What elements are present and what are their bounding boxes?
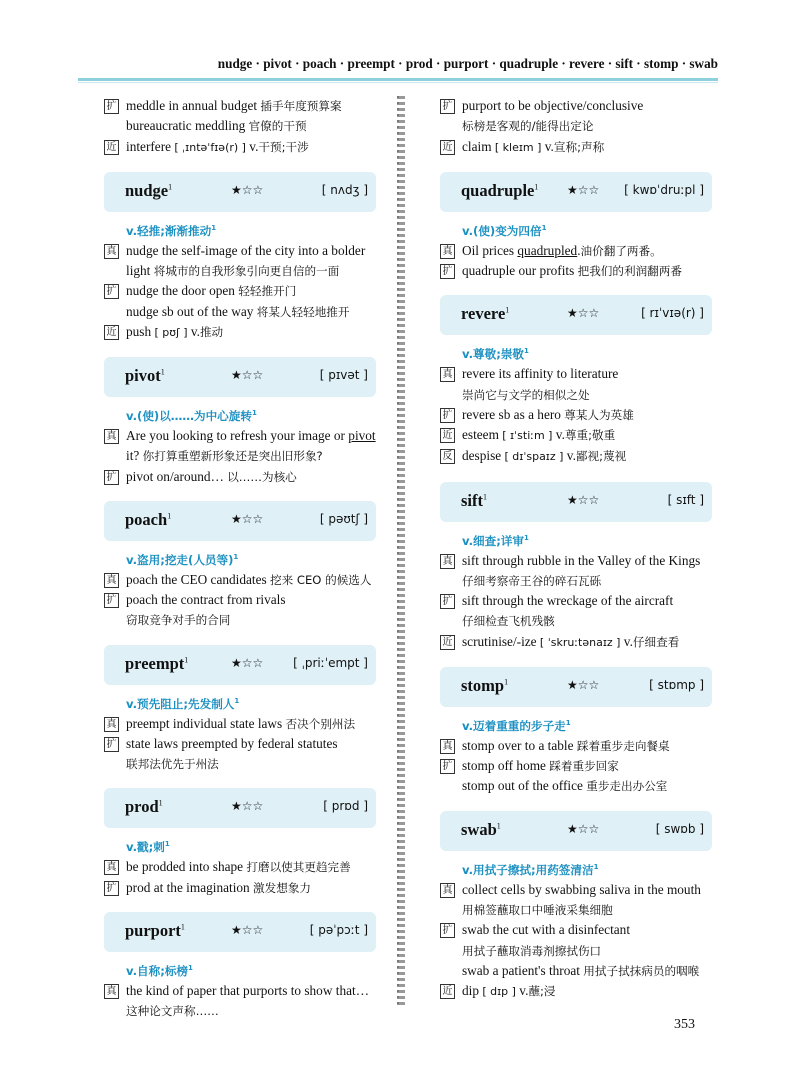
headword-box: [104, 501, 376, 541]
english-text: claim: [462, 138, 495, 154]
right-column: [440, 96, 712, 1002]
pronunciation: [ pəʊtʃ ]: [319, 511, 368, 526]
chinese-text: 联邦法优先于州法: [126, 757, 219, 772]
entry-line: [440, 880, 712, 900]
headword-text: nudge: [125, 180, 169, 200]
definition: [104, 958, 376, 981]
headword-box: [440, 811, 712, 851]
english-text: dip: [462, 983, 483, 999]
chinese-text: 仔细考察帝王谷的碎石瓦砾: [462, 573, 602, 588]
definition-text: v.盗用;挖走(人员等): [126, 552, 234, 567]
star-rating: ★☆☆: [231, 511, 264, 526]
entry-line: [104, 426, 376, 446]
entry-line: [104, 261, 376, 281]
chinese-text: 尊某人为英雄: [564, 407, 634, 422]
english-text: sift through rubble in the Valley of the Kings: [462, 552, 701, 568]
definition-sup: 1: [164, 840, 170, 849]
english-text: nudge the self-image of the city into a bolder: [126, 242, 366, 258]
entry-line: [104, 590, 376, 610]
pronunciation: [ kwɒˈdruːpl ]: [624, 182, 704, 197]
column-divider: [397, 96, 405, 1006]
english-text: stomp out of the office: [462, 778, 587, 794]
phonetic: [ dɪp ]: [482, 985, 516, 999]
definition-text: v.迈着重重的步子走: [462, 718, 566, 733]
phonetic: [ ˈskruːtənaɪz ]: [539, 635, 621, 649]
line-tag: 扩: [104, 881, 119, 896]
chinese-text: 你打算重塑新形象还是突出旧形象?: [142, 449, 323, 464]
line-tag: 扩: [104, 284, 119, 299]
entry-line: [440, 385, 712, 405]
line-tag: 近: [440, 984, 455, 999]
headword-box: [440, 667, 712, 707]
chinese-text: 挖来 CEO 的候选人: [270, 572, 372, 587]
line-tag: 扩: [440, 594, 455, 609]
phonetic: [ kleɪm ]: [494, 140, 542, 154]
definition-sup: 1: [188, 963, 193, 972]
entry-line: [440, 446, 712, 467]
line-tag: 扩: [104, 470, 119, 485]
entry-line: [104, 281, 376, 301]
headword: [125, 797, 163, 817]
headword-box: [440, 295, 712, 335]
definition-sup: 1: [524, 533, 529, 542]
left-column: [104, 96, 376, 1021]
entry-line: [104, 302, 376, 322]
chinese-text: 将某人轻轻地推开: [256, 304, 350, 319]
line-tag: 扩: [104, 737, 119, 752]
definition-sup: 1: [251, 409, 257, 418]
definition: [104, 403, 376, 426]
chinese-text: 踩着重步回家: [549, 759, 619, 774]
headword: [125, 921, 185, 941]
star-rating: ★☆☆: [567, 821, 600, 836]
chinese-text: 油价翻了两番。: [580, 243, 662, 258]
definition-text: v.(使)变为四倍: [462, 223, 542, 238]
line-tag: 扩: [440, 264, 455, 279]
line-tag: 近: [440, 428, 455, 443]
entry-line: [440, 776, 712, 796]
english-text: revere its affinity to literature: [462, 366, 619, 382]
headword-text: quadruple: [461, 180, 535, 200]
line-tag: 扩: [440, 923, 455, 938]
entry-line: [104, 570, 376, 590]
underlined-word: pivot: [348, 428, 376, 444]
chinese-text: 以……为核心: [227, 469, 297, 484]
definition-sup: 1: [593, 862, 599, 871]
chinese-text: 将城市的自我形象引向更自信的一面: [153, 264, 340, 279]
english-text: purport to be objective/conclusive: [462, 98, 644, 113]
frequency-mark: 1: [167, 511, 172, 521]
pronunciation: [ sɪft ]: [667, 492, 704, 507]
english-text: despise: [462, 448, 505, 464]
headword-text: stomp: [461, 676, 505, 696]
phonetic: [ ɪˈstiːm ]: [502, 429, 553, 443]
frequency-mark: 1: [483, 492, 487, 502]
headword-box: [104, 912, 376, 952]
entry-line: [104, 981, 376, 1001]
line-tag: 真: [104, 244, 119, 259]
line-tag: 真: [104, 860, 119, 875]
english-text: state laws preempted by federal statutes: [126, 735, 338, 751]
headword-text: poach: [125, 509, 168, 529]
english-text: preempt individual state laws: [126, 715, 286, 731]
chinese-text: 轻轻推开门: [238, 284, 297, 299]
entry-line: [104, 467, 376, 487]
definition: [104, 691, 376, 714]
entry-line: [104, 96, 376, 116]
line-tag: 扩: [440, 759, 455, 774]
entry-line: [104, 137, 376, 158]
star-rating: ★☆☆: [231, 368, 264, 383]
english-text: scrutinise/-ize: [462, 633, 540, 649]
entry-line: [104, 734, 376, 754]
chinese-text: 宣称;声称: [553, 139, 605, 154]
chinese-text: 打磨以使其更趋完善: [246, 860, 351, 875]
definition-sup: 1: [233, 552, 239, 561]
english-text: swab the cut with a disinfectant: [462, 922, 631, 938]
star-rating: ★☆☆: [231, 655, 264, 670]
english-text: pivot on/around…: [126, 468, 228, 484]
english-text: meddle in annual budget: [126, 98, 261, 113]
headword-box: [104, 788, 376, 828]
english-text: stomp off home: [462, 758, 550, 774]
definition-sup: 1: [524, 347, 529, 356]
english-text: v.: [620, 633, 633, 649]
pronunciation: [ pəˈpɔːt ]: [309, 922, 368, 937]
chinese-text: 用拭子蘸取消毒剂擦拭伤口: [462, 943, 602, 958]
definition-text: v.戳;刺: [126, 840, 165, 855]
entry-line: [440, 900, 712, 920]
headword-text: purport: [125, 920, 181, 940]
entry-line: [440, 116, 712, 136]
chinese-text: 否决个别州法: [285, 716, 356, 731]
headword-box: [440, 172, 712, 212]
headword-text: swab: [461, 819, 497, 839]
line-tag: 扩: [104, 99, 119, 114]
chinese-text: 标榜是客观的/能得出定论: [462, 119, 594, 134]
phonetic: [ ˌɪntəˈfɪə(r) ]: [174, 140, 246, 154]
line-tag: 近: [440, 635, 455, 650]
english-text: push: [126, 323, 155, 339]
entry-line: [104, 878, 376, 898]
definition: [104, 547, 376, 570]
headword-box: [104, 357, 376, 397]
headword: [125, 181, 172, 201]
headword-box: [440, 482, 712, 522]
headword-box: [104, 645, 376, 685]
line-tag: 真: [440, 554, 455, 569]
chinese-text: 用棉签蘸取口中唾液采集细胞: [462, 902, 613, 917]
entry-line: [440, 941, 712, 961]
definition-text: v.细查;详审: [462, 533, 525, 548]
chinese-text: 仔细检查飞机残骸: [462, 614, 555, 629]
entry-line: [440, 364, 712, 384]
line-tag: 真: [104, 429, 119, 444]
line-tag: 近: [440, 140, 455, 155]
english-text: collect cells by swabbing saliva in the mouth: [462, 881, 701, 897]
entry-line: [440, 405, 712, 425]
entry-line: [440, 981, 712, 1002]
english-text: prod at the imagination: [126, 879, 254, 895]
phonetic: [ pʊʃ ]: [154, 325, 188, 339]
english-text: .: [577, 242, 581, 258]
entry-line: [104, 754, 376, 774]
definition: [440, 713, 712, 736]
pronunciation: [ prɒd ]: [323, 799, 368, 814]
english-text: v.: [187, 323, 200, 339]
line-tag: 真: [440, 883, 455, 898]
english-text: the kind of paper that purports to show that…: [126, 982, 369, 998]
entry-line: [440, 96, 712, 116]
line-tag: 真: [440, 367, 455, 382]
english-text: Oil prices: [462, 242, 518, 258]
chinese-text: 插手年度预算案: [260, 99, 342, 113]
line-tag: 真: [104, 573, 119, 588]
headword: [461, 181, 538, 201]
line-tag: 真: [104, 717, 119, 732]
chinese-text: 窃取竞争对手的合同: [126, 613, 231, 628]
headword-text: sift: [461, 490, 483, 510]
chinese-text: 尊重;敬重: [564, 428, 616, 443]
english-text: esteem: [462, 427, 503, 443]
english-text: poach the contract from rivals: [126, 592, 286, 608]
english-text: stomp over to a table: [462, 737, 577, 753]
running-header: nudge · pivot · poach · preempt · prod · purport · quadruple · revere · sift · stomp · swab: [217, 56, 718, 71]
english-text: poach the CEO candidates: [126, 571, 270, 587]
chinese-text: 官僚的干预: [248, 119, 307, 134]
definition: [440, 528, 712, 551]
entry-line: [440, 591, 712, 611]
english-text: v.: [563, 448, 576, 464]
definition: [440, 341, 712, 364]
line-tag: 扩: [104, 593, 119, 608]
chinese-text: 崇尚它与文学的相似之处: [462, 387, 590, 402]
chinese-text: 推动: [199, 324, 224, 339]
definition-sup: 1: [234, 696, 240, 705]
star-rating: ★☆☆: [231, 182, 264, 197]
english-text: nudge sb out of the way: [126, 303, 257, 319]
chinese-text: 重步走出办公室: [586, 779, 668, 794]
definition-text: v.轻推;渐渐推动: [126, 223, 212, 238]
frequency-mark: 1: [158, 798, 163, 808]
entry-line: [440, 571, 712, 591]
header-rule-thin: [78, 82, 718, 83]
english-text: it?: [126, 448, 143, 464]
star-rating: ★☆☆: [567, 678, 600, 693]
entry-line: [440, 920, 712, 940]
definition-text: v.用拭子擦拭;用药签清洁: [462, 862, 594, 877]
entry-line: [104, 241, 376, 261]
line-tag: 扩: [440, 408, 455, 423]
english-text: swab a patient's throat: [462, 962, 584, 978]
headword: [461, 304, 509, 324]
frequency-mark: 1: [160, 367, 165, 377]
entry-line: [104, 714, 376, 734]
entry-line: [104, 610, 376, 630]
chinese-text: 用拭子拭抹病员的咽喉: [583, 963, 700, 978]
definition-text: v.自称;标榜: [126, 963, 189, 978]
definition-sup: 1: [541, 223, 547, 232]
header-rule: [78, 78, 718, 81]
frequency-mark: 1: [505, 305, 510, 315]
entry-line: [104, 446, 376, 466]
entry-line: [440, 961, 712, 981]
line-tag: 扩: [440, 99, 455, 114]
headword: [461, 820, 501, 840]
pronunciation: [ ˌpriːˈempt ]: [293, 655, 368, 670]
entry-line: [104, 857, 376, 877]
chinese-text: 蘸;浸: [528, 984, 556, 999]
headword: [125, 510, 171, 530]
definition: [104, 218, 376, 241]
headword: [461, 676, 508, 696]
headword-text: revere: [461, 304, 506, 324]
frequency-mark: 1: [504, 677, 509, 687]
definition: [104, 834, 376, 857]
headword-text: prod: [125, 797, 159, 817]
entry-line: [440, 551, 712, 571]
chinese-text: 仔细查看: [632, 634, 680, 649]
definition-text: v.尊敬;崇敬: [462, 347, 525, 362]
definition: [440, 857, 712, 880]
line-tag: 真: [440, 244, 455, 259]
star-rating: ★☆☆: [231, 799, 264, 814]
definition-text: v.预先阻止;先发制人: [126, 696, 235, 711]
english-text: sift through the wreckage of the aircraft: [462, 593, 674, 609]
underlined-word: quadrupled: [517, 242, 578, 258]
line-tag: 近: [104, 325, 119, 340]
pronunciation: [ pɪvət ]: [319, 368, 368, 383]
english-text: bureaucratic meddling: [126, 118, 249, 134]
chinese-text: 这种论文声称……: [126, 1004, 219, 1019]
chinese-text: 鄙视;蔑视: [575, 449, 627, 464]
headword-text: preempt: [125, 653, 185, 673]
entry-line: [440, 632, 712, 653]
english-text: light: [126, 263, 154, 279]
frequency-mark: 1: [184, 655, 189, 665]
entry-line: [440, 241, 712, 261]
star-rating: ★☆☆: [567, 182, 600, 197]
frequency-mark: 1: [168, 182, 173, 192]
english-text: nudge the door open: [126, 283, 239, 299]
pronunciation: [ swɒb ]: [655, 821, 704, 836]
headword: [461, 491, 487, 511]
phonetic: [ dɪˈspaɪz ]: [504, 450, 564, 464]
entry-line: [104, 1001, 376, 1021]
english-text: be prodded into shape: [126, 859, 247, 875]
headword-text: pivot: [125, 366, 161, 386]
line-tag: 真: [440, 739, 455, 754]
english-text: v.: [541, 138, 554, 154]
english-text: quadruple our profits: [462, 263, 578, 279]
star-rating: ★☆☆: [231, 922, 264, 937]
english-text: interfere: [126, 138, 175, 154]
headword: [125, 654, 188, 674]
entry-line: [440, 611, 712, 631]
entry-line: [440, 425, 712, 446]
english-text: Are you looking to refresh your image or: [126, 428, 349, 444]
english-text: v.: [515, 983, 529, 999]
entry-line: [440, 756, 712, 776]
star-rating: ★☆☆: [567, 492, 600, 507]
line-tag: 真: [104, 984, 119, 999]
frequency-mark: 1: [534, 182, 539, 192]
english-text: revere sb as a hero: [462, 406, 565, 422]
chinese-text: 干预;干涉: [258, 139, 309, 154]
entry-line: [440, 261, 712, 281]
page-number: 353: [674, 1017, 695, 1032]
definition-sup: 1: [211, 223, 217, 232]
frequency-mark: 1: [180, 922, 185, 932]
chinese-text: 踩着重步走向餐桌: [576, 738, 670, 753]
entry-line: [104, 116, 376, 136]
frequency-mark: 1: [496, 821, 501, 831]
entry-line: [104, 322, 376, 343]
pronunciation: [ nʌdʒ ]: [321, 182, 368, 197]
english-text: v.: [245, 138, 259, 154]
chinese-text: 激发想象力: [253, 880, 312, 895]
headword-box: [104, 172, 376, 212]
definition: [440, 218, 712, 241]
pronunciation: [ rɪˈvɪə(r) ]: [641, 306, 704, 321]
star-rating: ★☆☆: [567, 306, 600, 321]
definition-sup: 1: [565, 719, 571, 728]
line-tag: 近: [104, 140, 119, 155]
definition-text: v.(使)以……为中心旋转: [126, 409, 252, 424]
pronunciation: [ stɒmp ]: [649, 678, 704, 693]
headword: [125, 366, 165, 386]
chinese-text: 把我们的利润翻两番: [577, 264, 682, 279]
entry-line: [440, 137, 712, 158]
entry-line: [440, 736, 712, 756]
english-text: v.: [552, 427, 565, 443]
line-tag: 反: [440, 449, 455, 464]
